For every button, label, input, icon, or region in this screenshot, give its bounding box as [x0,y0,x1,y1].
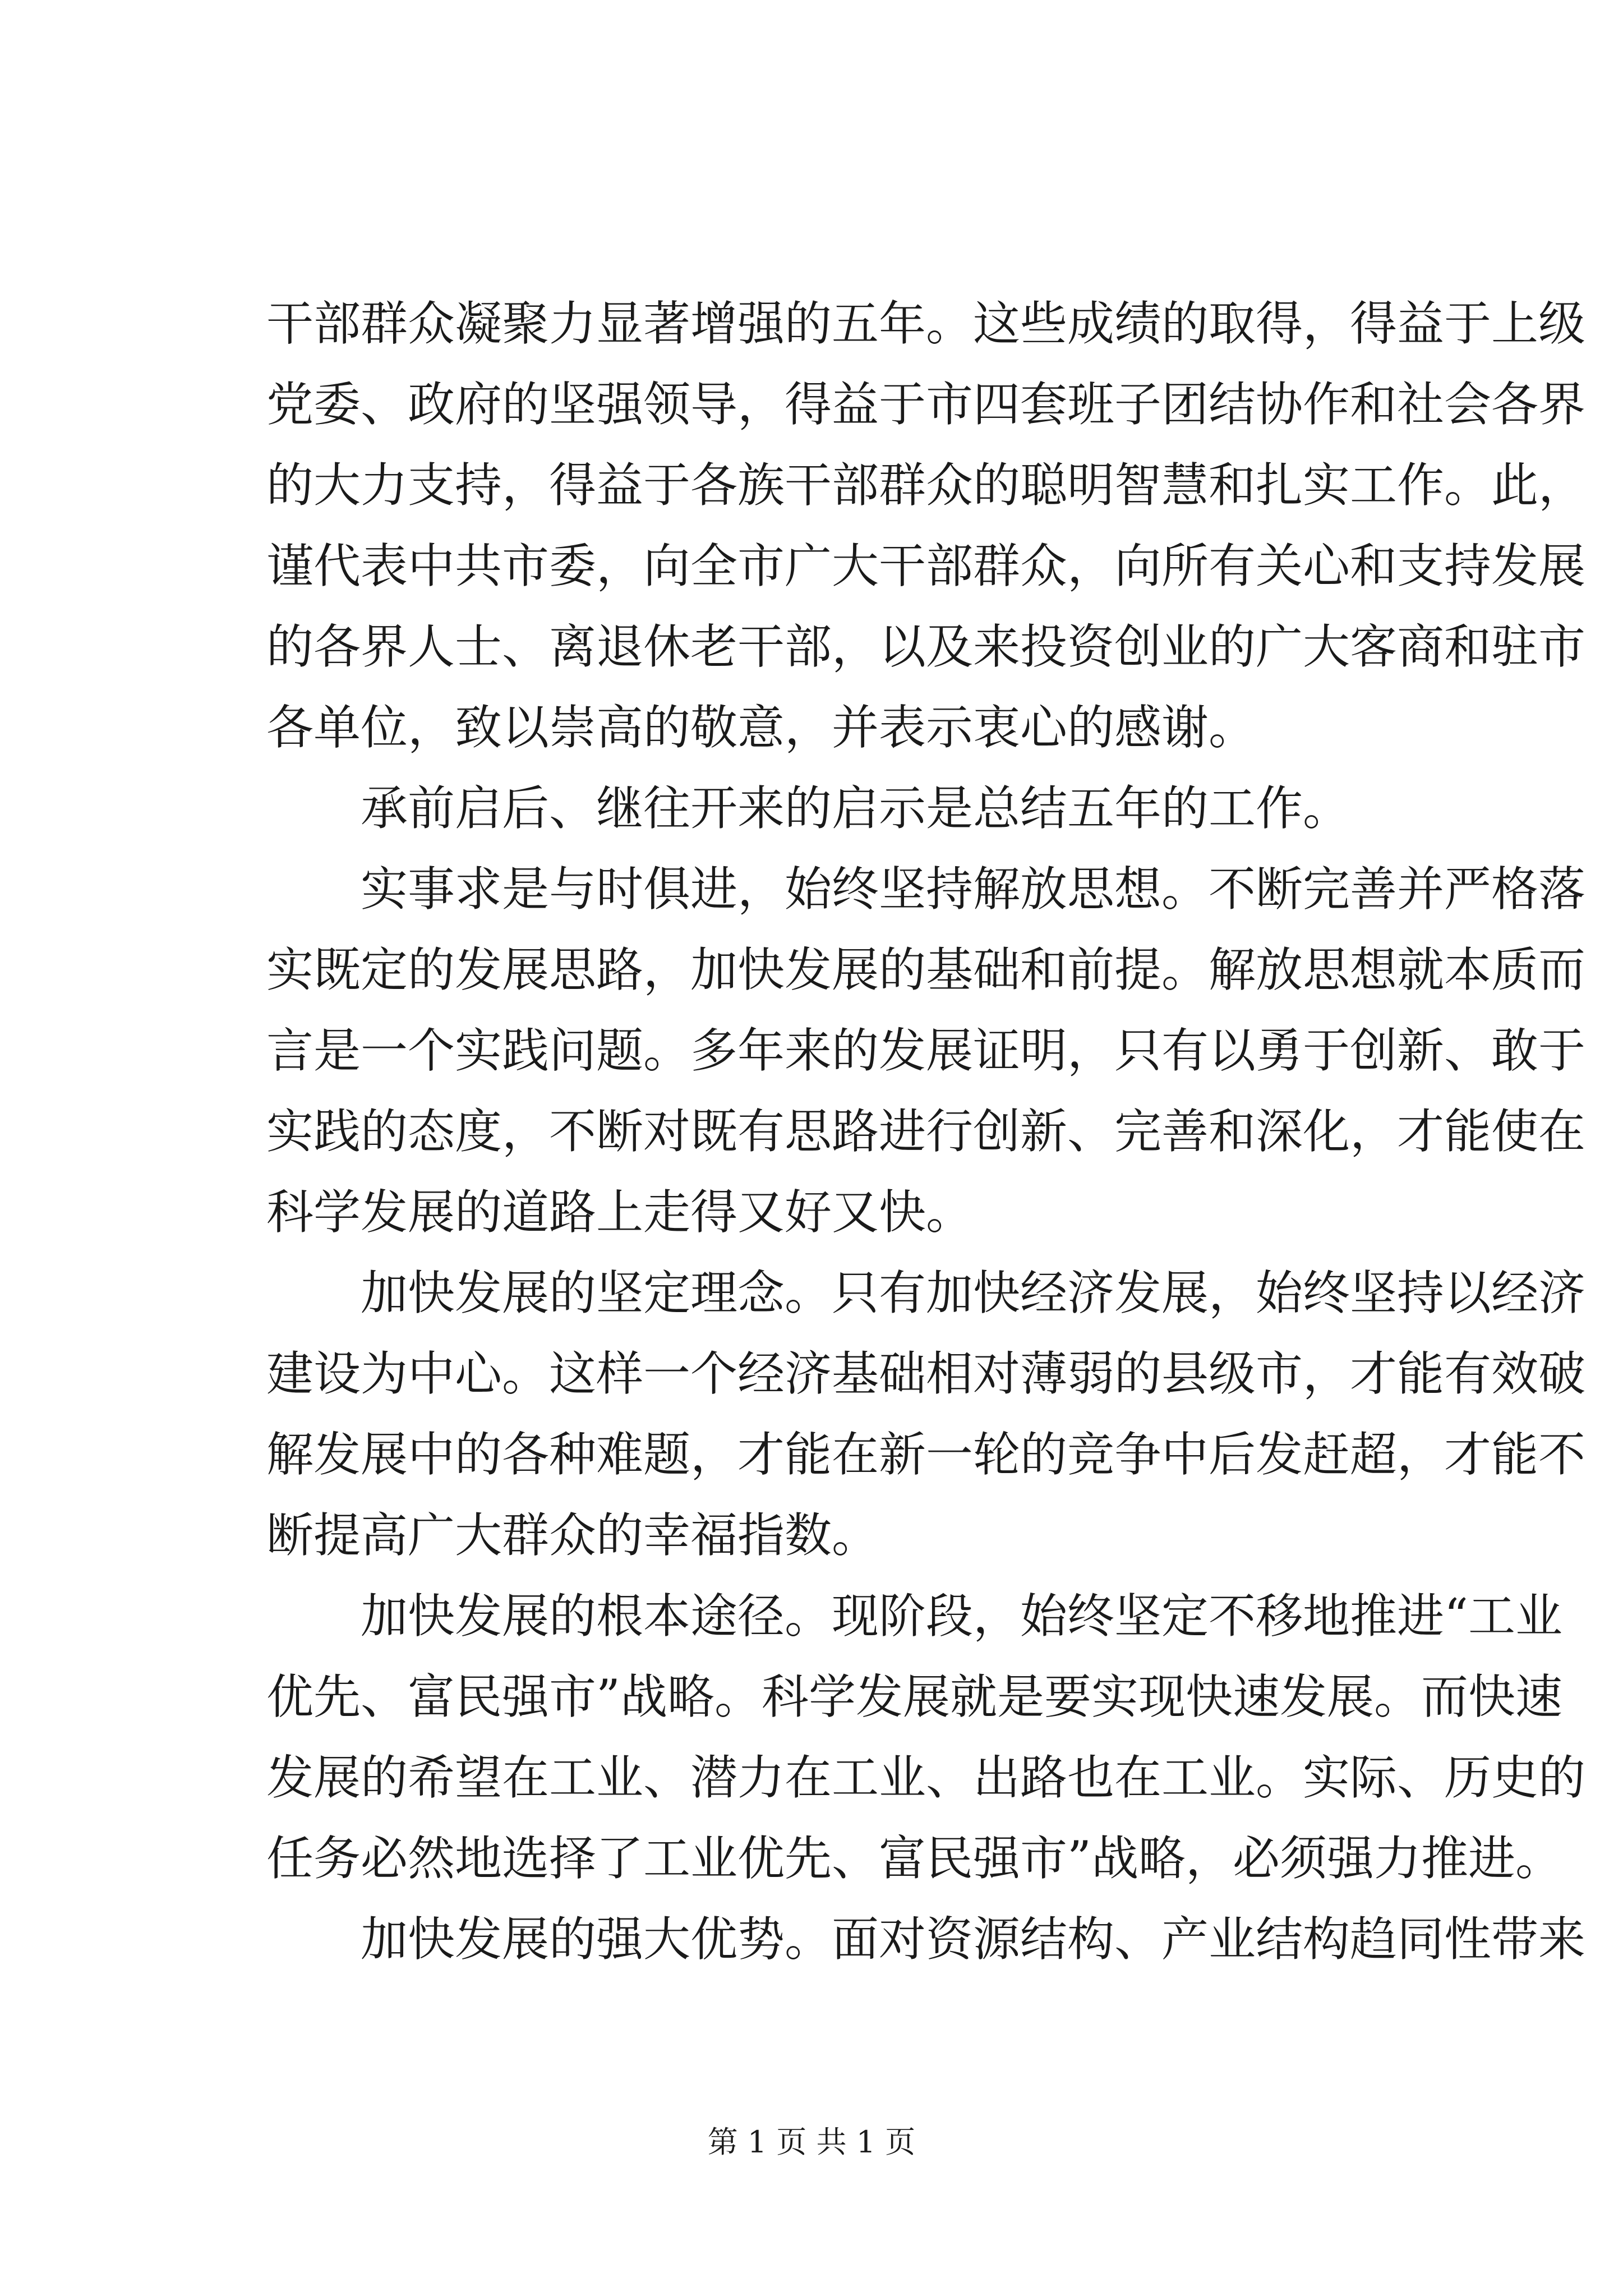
text-line: 解发展中的各种难题，才能在新一轮的竞争中后发赶超，才能不 [266,1427,1586,1482]
text-line: 谨代表中共市委，向全市广大干部群众，向所有关心和支持发展 [266,539,1586,593]
page-footer [0,2123,1623,2162]
text-line: 各单位，致以崇高的敬意，并表示衷心的感谢。 [266,700,1256,755]
page-number-label: 第 1 页 共 1 页 [707,2124,916,2160]
text-line: 的大力支持，得益于各族干部群众的聪明智慧和扎实工作。此， [266,458,1586,513]
text-line: 实践的态度，不断对既有思路进行创新、完善和深化，才能使在 [266,1104,1586,1159]
text-line: 加快发展的根本途径。现阶段，始终坚定不移地推进“工业 [266,1589,1562,1644]
document-body [266,283,1586,1980]
text-line: 的各界人士、离退休老干部，以及来投资创业的广大客商和驻市 [266,619,1586,674]
text-line: 优先、富民强市”战略。科学发展就是要实现快速发展。而快速 [266,1669,1562,1724]
text-line: 加快发展的强大优势。面对资源结构、产业结构趋同性带来 [266,1912,1586,1967]
text-line: 建设为中心。这样一个经济基础相对薄弱的县级市，才能有效破 [266,1346,1586,1401]
text-line: 干部群众凝聚力显著增强的五年。这些成绩的取得，得益于上级 [266,296,1586,351]
text-line: 任务必然地选择了工业优先、富民强市”战略，必须强力推进。 [266,1831,1562,1886]
text-line: 发展的希望在工业、潜力在工业、出路也在工业。实际、历史的 [266,1750,1586,1805]
text-line: 承前启后、继往开来的启示是总结五年的工作。 [266,781,1350,836]
text-line: 断提高广大群众的幸福指数。 [266,1508,879,1563]
text-line: 实既定的发展思路，加快发展的基础和前提。解放思想就本质而 [266,942,1586,997]
text-line: 科学发展的道路上走得又好又快。 [266,1185,974,1240]
text-line: 党委、政府的坚强领导，得益于市四套班子团结协作和社会各界 [266,377,1586,432]
text-line: 加快发展的坚定理念。只有加快经济发展，始终坚持以经济 [266,1266,1586,1320]
text-line: 言是一个实践问题。多年来的发展证明，只有以勇于创新、敢于 [266,1023,1586,1078]
text-line: 实事求是与时俱进，始终坚持解放思想。不断完善并严格落 [266,862,1586,917]
